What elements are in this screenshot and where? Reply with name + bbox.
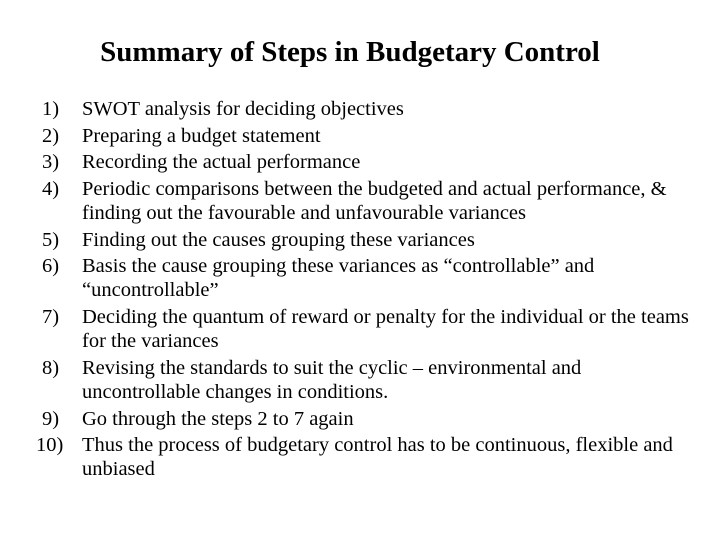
step-text: SWOT analysis for deciding objectives [82, 98, 404, 120]
slide-title: Summary of Steps in Budgetary Control [100, 36, 600, 68]
step-item [36, 433, 702, 481]
step-number: 7) [42, 305, 60, 328]
step-text: Basis the cause grouping these variances as “controllable” and “uncontrollable” [82, 255, 595, 302]
step-number: 3) [42, 151, 60, 174]
step-item [42, 97, 702, 121]
step-item [42, 177, 702, 225]
step-item [42, 254, 702, 302]
step-number: 2) [42, 124, 60, 147]
step-number: 10) [36, 434, 64, 457]
step-text: Periodic comparisons between the budgeted and actual performance, & finding out the favourable and unfavourable variances [82, 177, 667, 224]
step-number: 8) [42, 356, 60, 379]
step-item [42, 228, 702, 252]
step-text: Finding out the causes grouping these variances [82, 228, 475, 251]
step-number: 5) [42, 228, 60, 251]
step-text: Recording the actual performance [82, 151, 361, 174]
step-number: 4) [42, 177, 60, 200]
step-item [42, 305, 702, 353]
step-number: 1) [42, 98, 60, 120]
step-item [42, 356, 702, 404]
step-text: Deciding the quantum of reward or penalty for the individual or the teams for the variances [82, 305, 689, 353]
step-number: 9) [42, 407, 60, 430]
step-text: Preparing a budget statement [82, 124, 321, 147]
step-item [42, 150, 702, 174]
step-text: Go through the steps 2 to 7 again [82, 407, 354, 430]
step-item [42, 124, 702, 148]
steps-list [36, 97, 702, 484]
step-text: Thus the process of budgetary control has to be continuous, flexible and unbiased [82, 434, 673, 481]
step-number: 6) [42, 255, 60, 278]
step-text: Revising the standards to suit the cyclic – environmental and uncontrollable changes in conditions. [82, 356, 582, 403]
step-item [42, 407, 702, 431]
